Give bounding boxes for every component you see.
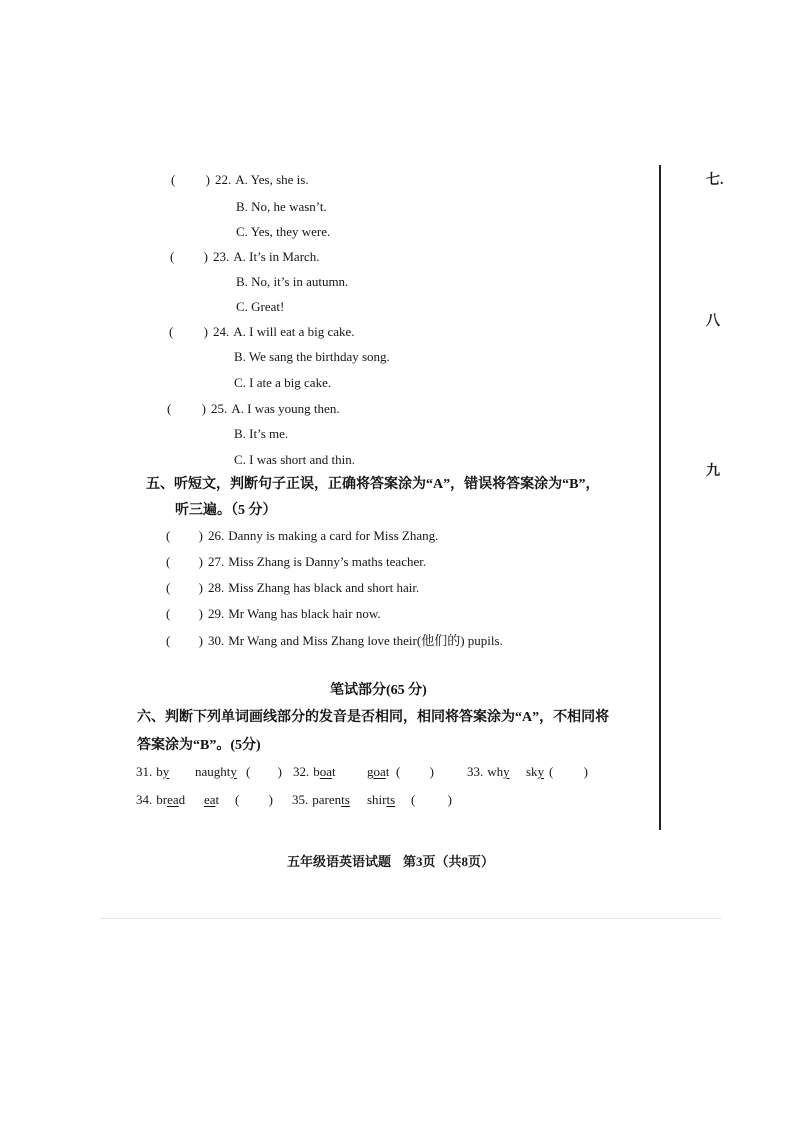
answer-bracket[interactable] [166,633,203,649]
question-number: 27. [208,554,225,569]
question-26 [166,528,438,544]
word-naughty: naughty [195,764,237,779]
statement-text: Miss Zhang has black and short hair. [228,580,420,595]
answer-bracket[interactable] [166,580,203,596]
statement-text: Mr Wang and Miss Zhang love their(他们的) pupils. [228,633,503,648]
bracket-close: ) [583,764,588,779]
bracket-open: ( [235,792,240,807]
word-sky: sky [526,764,545,779]
section6-title-cont: 答案涂为“B”。(5分) [137,738,261,753]
word-goat: goat [367,764,390,779]
answer-bracket-33[interactable] [549,764,588,780]
question-22 [171,172,309,188]
answer-bracket[interactable] [166,528,203,544]
statement-text: Danny is making a card for Miss Zhang. [228,528,439,543]
statement-text: Miss Zhang is Danny’s maths teacher. [228,554,427,569]
question-number: 32. [293,764,310,779]
bracket-close: ) [198,528,203,543]
question-23 [170,249,320,265]
bracket-open: ( [170,249,175,264]
word-boat: boat [313,764,336,779]
question-28 [166,580,419,596]
option-c: C. Great! [236,299,285,314]
footer-subject: 五年级语英语试题 [287,854,392,869]
question-number: 24. [213,324,230,339]
item-34 [136,792,185,808]
option-a: A. Yes, she is. [235,172,309,187]
option-a: A. It’s in March. [233,249,320,264]
item-33 [467,764,510,780]
answer-bracket-32[interactable] [396,764,434,780]
bracket-open: ( [167,401,172,416]
bracket-open: ( [166,606,171,621]
bracket-open: ( [549,764,554,779]
item-32 [293,764,336,780]
question-number: 22. [215,172,232,187]
bracket-close: ) [447,792,452,807]
answer-bracket-35[interactable] [411,792,452,808]
answer-bracket[interactable] [170,249,208,265]
option-a: A. I will eat a big cake. [233,324,355,339]
item-31 [136,764,169,780]
bracket-open: ( [246,764,251,779]
side-label-7: 七. [706,173,724,188]
bracket-close: ) [198,580,203,595]
bracket-close: ) [198,606,203,621]
bracket-close: ) [277,764,282,779]
footer-page-number: 第3页（共8页） [403,854,495,869]
bracket-open: ( [411,792,416,807]
bracket-close: ) [201,401,206,416]
question-number: 30. [208,633,225,648]
word-bread: bread [156,792,186,807]
bracket-close: ) [203,324,208,339]
question-number: 26. [208,528,225,543]
answer-bracket[interactable] [167,401,206,417]
bracket-open: ( [169,324,174,339]
answer-bracket-31[interactable] [246,764,282,780]
question-number: 28. [208,580,225,595]
section5-title: 五、听短文，判断句子正误，正确将答案涂为“A”，错误将答案涂为“B”， [146,477,600,492]
question-25 [167,401,340,417]
section5-title-cont: 听三遍。（5 分） [175,503,277,518]
question-number: 29. [208,606,225,621]
bracket-close: ) [203,249,208,264]
page-bottom-edge [100,918,722,919]
section6-title: 六、判断下列单词画线部分的发音是否相同，相同将答案涂为“A”，不相同将 [137,710,610,725]
bracket-close: ) [198,554,203,569]
option-a: A. I was young then. [231,401,340,416]
item-35 [292,792,350,808]
bracket-close: ) [268,792,273,807]
word-why: why [487,764,510,779]
question-number: 35. [292,792,309,807]
side-label-8: 八 [706,314,720,329]
column-divider [659,165,661,830]
word-shirts: shirts [367,792,396,807]
word-by: by [156,764,170,779]
question-29 [166,606,381,622]
bracket-close: ) [198,633,203,648]
bracket-open: ( [166,528,171,543]
answer-bracket-34[interactable] [235,792,273,808]
question-27 [166,554,426,570]
question-number: 31. [136,764,153,779]
bracket-close: ) [429,764,434,779]
question-30 [166,633,503,649]
question-number: 25. [211,401,228,416]
question-number: 34. [136,792,153,807]
answer-bracket[interactable] [169,324,208,340]
option-c: C. I ate a big cake. [234,375,332,390]
word-eat: eat [204,792,220,807]
option-c: C. I was short and thin. [234,452,355,467]
bracket-open: ( [166,633,171,648]
bracket-open: ( [171,172,176,187]
option-b: B. It’s me. [234,426,289,441]
answer-bracket[interactable] [166,554,203,570]
bracket-open: ( [396,764,401,779]
word-parents: parents [312,792,350,807]
question-number: 33. [467,764,484,779]
question-24 [169,324,355,340]
written-part-title: 笔试部分(65 分) [330,683,427,698]
statement-text: Mr Wang has black hair now. [228,606,381,621]
option-b: B. No, he wasn’t. [236,199,327,214]
bracket-open: ( [166,554,171,569]
option-b: B. No, it’s in autumn. [236,274,349,289]
bracket-close: ) [205,172,210,187]
option-c: C. Yes, they were. [236,224,331,239]
bracket-open: ( [166,580,171,595]
answer-bracket[interactable] [166,606,203,622]
question-number: 23. [213,249,230,264]
side-label-9: 九 [706,464,720,479]
answer-bracket[interactable] [171,172,210,188]
option-b: B. We sang the birthday song. [234,349,390,364]
